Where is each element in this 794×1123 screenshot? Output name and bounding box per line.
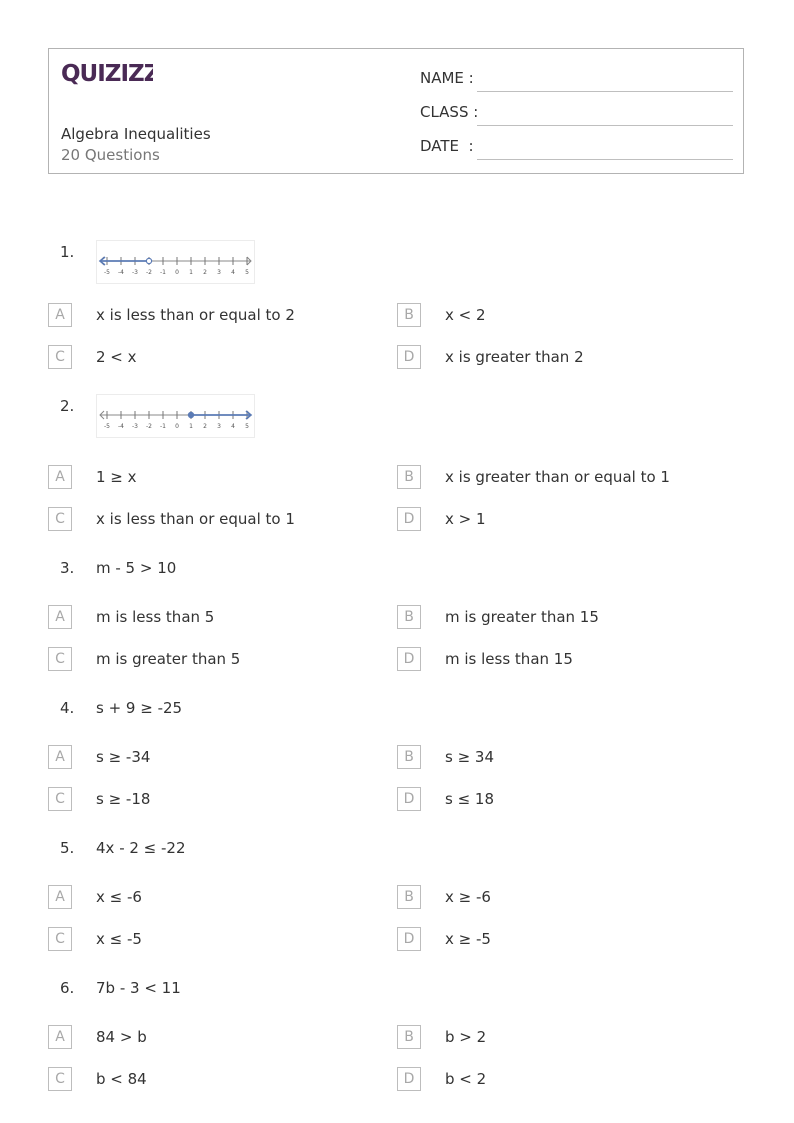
question-5-text: 4x - 2 ≤ -22 xyxy=(96,839,186,857)
q4-option-a-text: s ≥ -34 xyxy=(96,748,151,766)
question-3-text: m - 5 > 10 xyxy=(96,559,177,577)
tick-label: 1 xyxy=(189,269,193,276)
q1-option-c-letter[interactable]: C xyxy=(48,345,72,369)
tick-label: 5 xyxy=(245,423,249,430)
name-field[interactable] xyxy=(420,69,733,93)
q4-option-d-text: s ≤ 18 xyxy=(445,790,495,808)
tick-label: -2 xyxy=(146,269,152,276)
q6-option-d-text: b < 2 xyxy=(445,1070,487,1088)
solution-point xyxy=(146,258,151,263)
q4-option-b-letter[interactable]: B xyxy=(397,745,421,769)
q4-option-a-letter[interactable]: A xyxy=(48,745,72,769)
class-field[interactable] xyxy=(420,103,733,127)
q3-option-b-letter[interactable]: B xyxy=(397,605,421,629)
class-label: CLASS : xyxy=(420,103,479,121)
question-4-text: s + 9 ≥ -25 xyxy=(96,699,183,717)
tick-label: 4 xyxy=(231,269,235,276)
worksheet-header xyxy=(48,48,744,174)
q1-option-d-letter[interactable]: D xyxy=(397,345,421,369)
q2-option-b-text: x is greater than or equal to 1 xyxy=(445,468,670,486)
tick-label: -3 xyxy=(132,269,138,276)
tick-label: 5 xyxy=(245,269,249,276)
name-line[interactable] xyxy=(477,91,733,92)
date-field[interactable] xyxy=(420,137,733,161)
solution-point xyxy=(188,412,193,417)
q5-option-d-text: x ≥ -5 xyxy=(445,930,491,948)
tick-label: -2 xyxy=(146,423,152,430)
question-3-number: 3. xyxy=(60,559,75,577)
tick-label: -4 xyxy=(118,269,124,276)
q4-option-b-text: s ≥ 34 xyxy=(445,748,495,766)
q2-option-d-letter[interactable]: D xyxy=(397,507,421,531)
worksheet-title: Algebra Inequalities xyxy=(61,125,211,143)
q1-option-c-text: 2 < x xyxy=(96,348,137,366)
tick-label: 0 xyxy=(175,423,179,430)
q2-option-d-text: x > 1 xyxy=(445,510,486,528)
q3-option-a-letter[interactable]: A xyxy=(48,605,72,629)
q3-option-d-letter[interactable]: D xyxy=(397,647,421,671)
q2-option-c-letter[interactable]: C xyxy=(48,507,72,531)
question-6-number: 6. xyxy=(60,979,75,997)
question-2-number: 2. xyxy=(60,397,75,415)
tick-label: 4 xyxy=(231,423,235,430)
q6-option-d-letter[interactable]: D xyxy=(397,1067,421,1091)
question-4-number: 4. xyxy=(60,699,75,717)
q1-option-a-letter[interactable]: A xyxy=(48,303,72,327)
q4-option-d-letter[interactable]: D xyxy=(397,787,421,811)
svg-text:QUIZIZZ: QUIZIZZ xyxy=(61,61,153,87)
q5-option-c-letter[interactable]: C xyxy=(48,927,72,951)
q4-option-c-text: s ≥ -18 xyxy=(96,790,151,808)
tick-label: 3 xyxy=(217,423,221,430)
q6-option-b-text: b > 2 xyxy=(445,1028,487,1046)
q5-option-c-text: x ≤ -5 xyxy=(96,930,142,948)
tick-label: -5 xyxy=(104,269,110,276)
q6-option-c-letter[interactable]: C xyxy=(48,1067,72,1091)
q1-option-d-text: x is greater than 2 xyxy=(445,348,584,366)
q3-option-d-text: m is less than 15 xyxy=(445,650,573,668)
tick-label: -5 xyxy=(104,423,110,430)
tick-label: 3 xyxy=(217,269,221,276)
q2-option-a-letter[interactable]: A xyxy=(48,465,72,489)
q2-option-a-text: 1 ≥ x xyxy=(96,468,137,486)
question-count: 20 Questions xyxy=(61,146,160,164)
q6-option-a-letter[interactable]: A xyxy=(48,1025,72,1049)
tick-label: 0 xyxy=(175,269,179,276)
q5-option-b-text: x ≥ -6 xyxy=(445,888,491,906)
question-1-number: 1. xyxy=(60,243,75,261)
tick-label: -1 xyxy=(160,423,166,430)
q5-option-b-letter[interactable]: B xyxy=(397,885,421,909)
q3-option-c-text: m is greater than 5 xyxy=(96,650,241,668)
tick-label: -1 xyxy=(160,269,166,276)
class-line[interactable] xyxy=(477,125,733,126)
q4-option-c-letter[interactable]: C xyxy=(48,787,72,811)
tick-label: -4 xyxy=(118,423,124,430)
q5-option-a-letter[interactable]: A xyxy=(48,885,72,909)
q3-option-a-text: m is less than 5 xyxy=(96,608,215,626)
tick-label: 2 xyxy=(203,269,207,276)
question-6-text: 7b - 3 < 11 xyxy=(96,979,181,997)
question-5-number: 5. xyxy=(60,839,75,857)
q5-option-a-text: x ≤ -6 xyxy=(96,888,142,906)
q2-option-c-text: x is less than or equal to 1 xyxy=(96,510,295,528)
tick-label: 1 xyxy=(189,423,193,430)
q5-option-d-letter[interactable]: D xyxy=(397,927,421,951)
date-line[interactable] xyxy=(477,159,733,160)
q6-option-a-text: 84 > b xyxy=(96,1028,147,1046)
quizizz-logo xyxy=(61,57,153,91)
question-2-number-line xyxy=(96,394,255,438)
q1-option-b-text: x < 2 xyxy=(445,306,486,324)
q1-option-a-text: x is less than or equal to 2 xyxy=(96,306,295,324)
name-label: NAME : xyxy=(420,69,474,87)
question-1-number-line xyxy=(96,240,255,284)
q2-option-b-letter[interactable]: B xyxy=(397,465,421,489)
q1-option-b-letter[interactable]: B xyxy=(397,303,421,327)
tick-label: -3 xyxy=(132,423,138,430)
q3-option-c-letter[interactable]: C xyxy=(48,647,72,671)
q6-option-b-letter[interactable]: B xyxy=(397,1025,421,1049)
q6-option-c-text: b < 84 xyxy=(96,1070,147,1088)
date-label: DATE : xyxy=(420,137,474,155)
tick-label: 2 xyxy=(203,423,207,430)
q3-option-b-text: m is greater than 15 xyxy=(445,608,599,626)
